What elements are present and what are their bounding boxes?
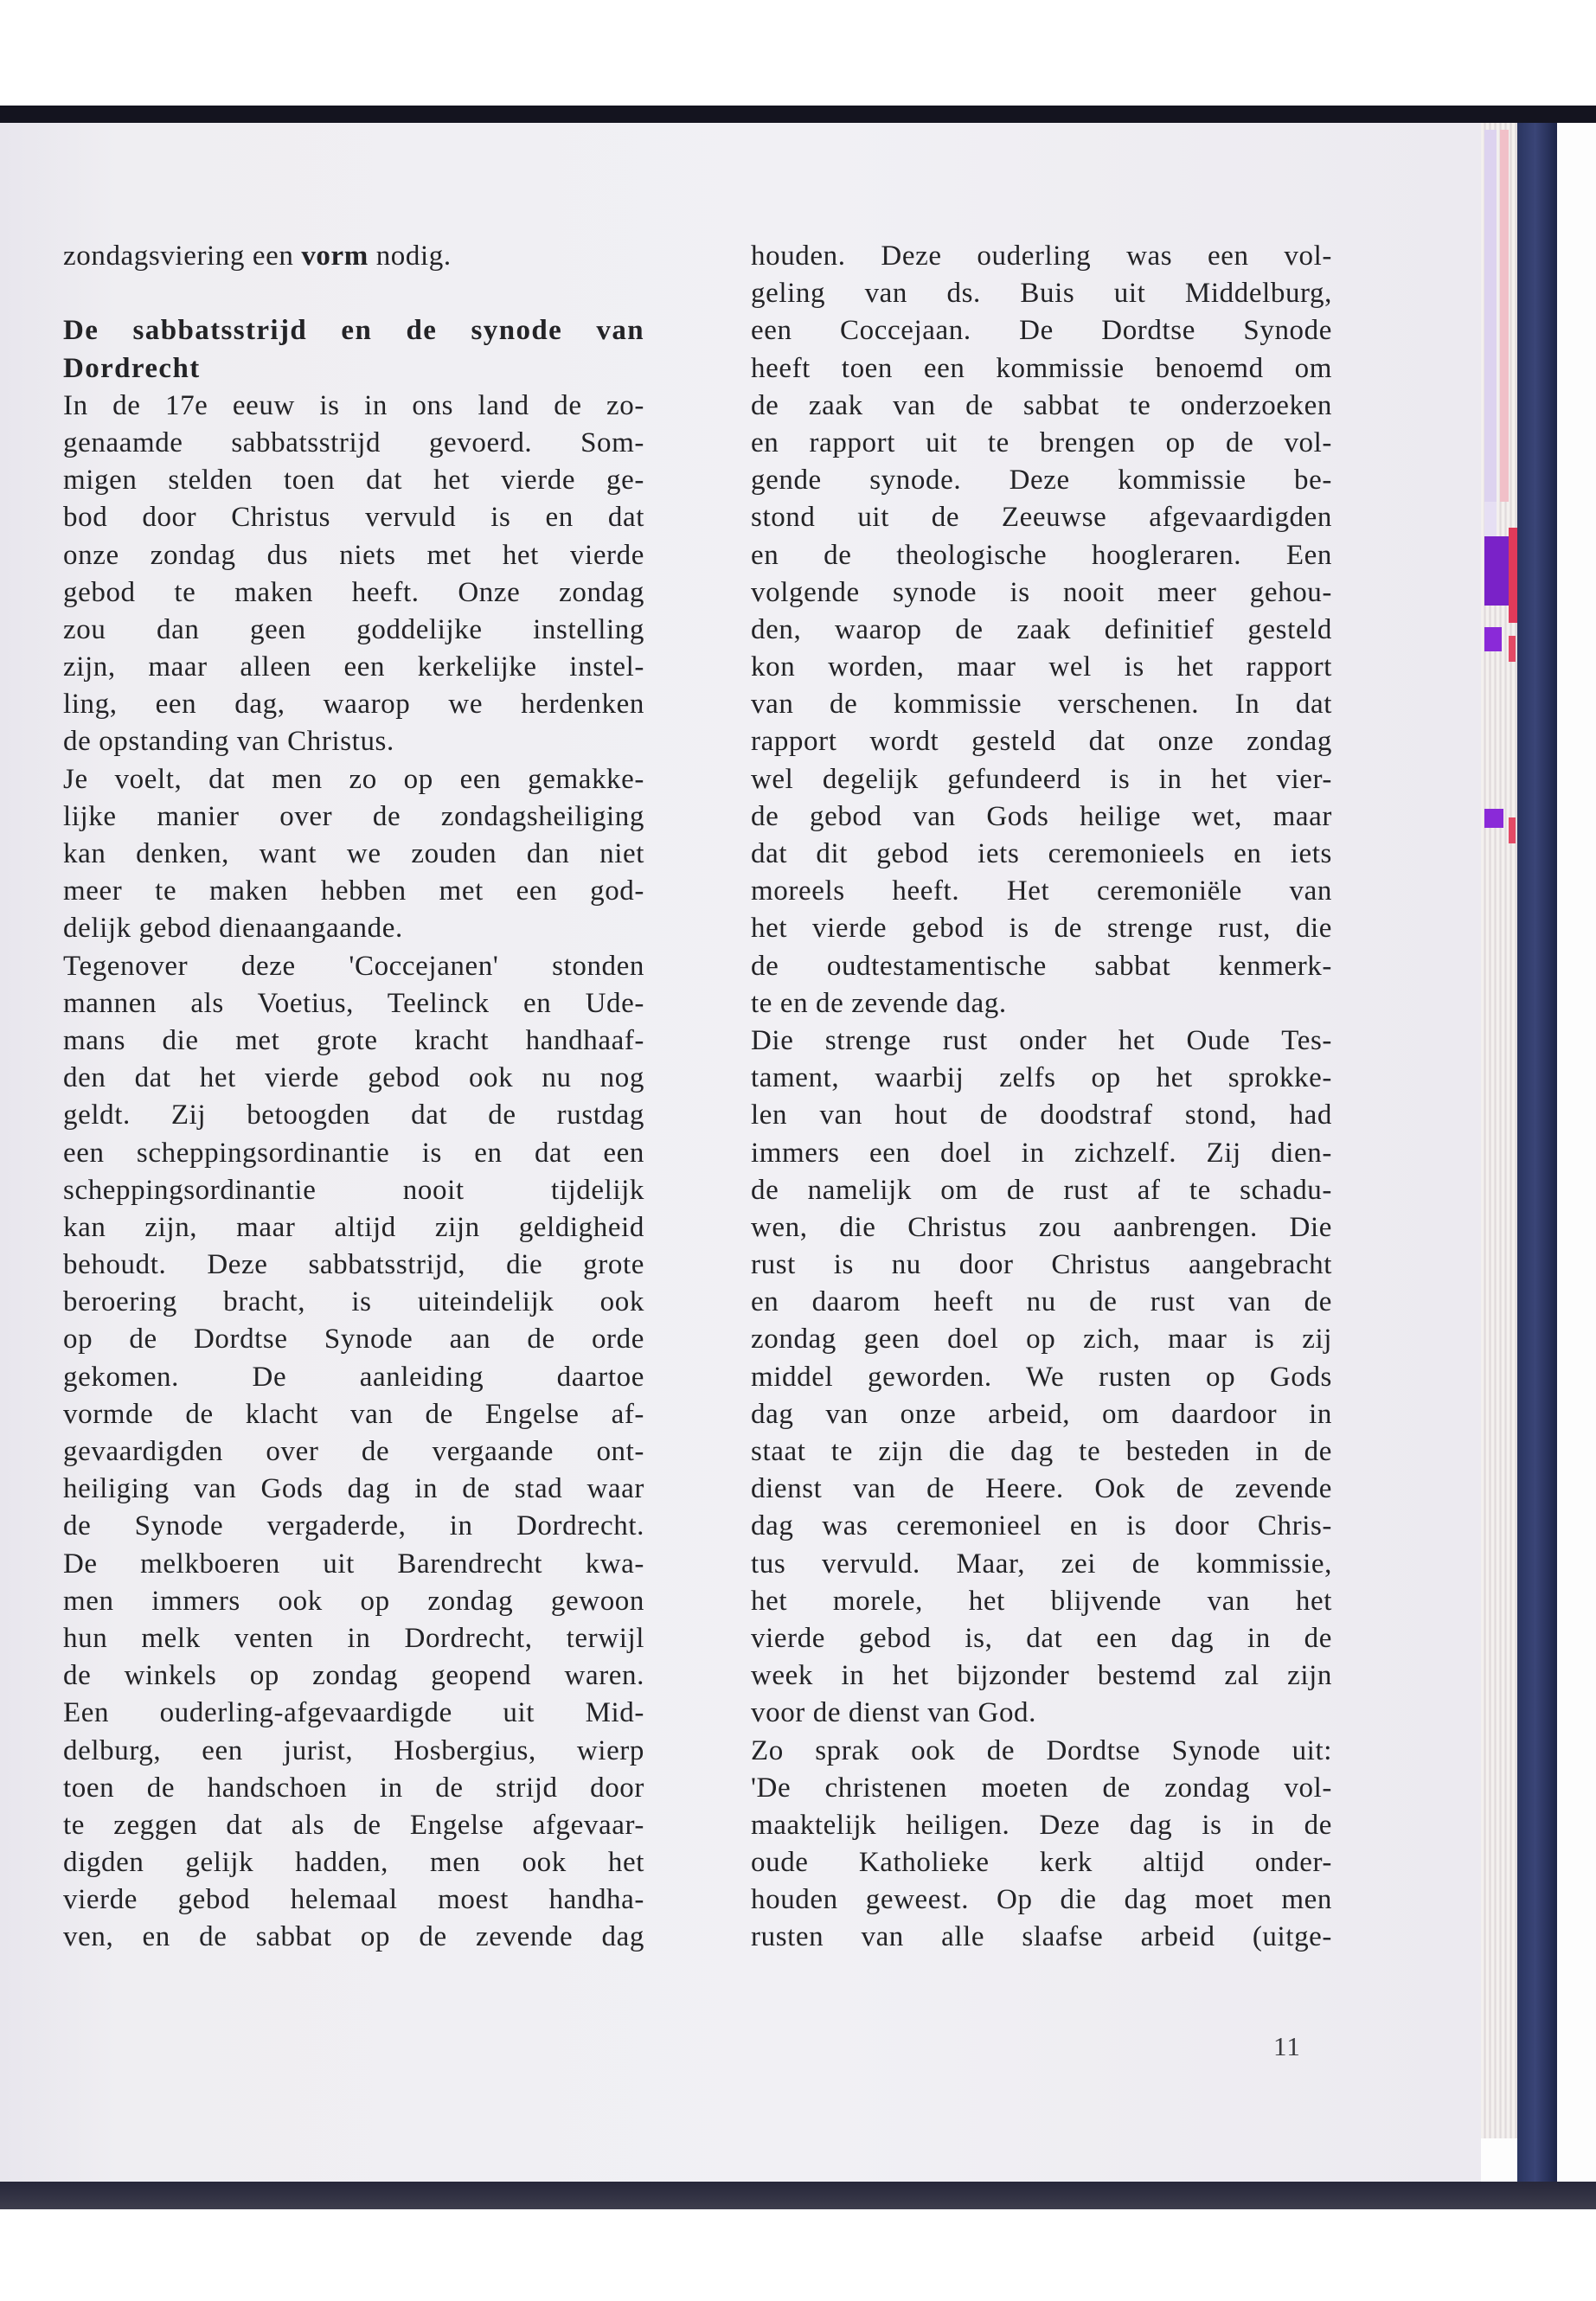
text-line: het vierde gebod is de strenge rust, die <box>751 913 1332 945</box>
text-line: 'De christenen moeten de zondag vol- <box>751 1772 1332 1804</box>
left-text-column <box>63 238 644 1957</box>
text-line: vormde de klacht van de Engelse af- <box>63 1398 644 1430</box>
text-line: gekomen. De aanleiding daartoe <box>63 1361 644 1393</box>
text-line: Je voelt, dat men zo op een gemakke- <box>63 763 644 795</box>
text-line: tus vervuld. Maar, zei de kommissie, <box>751 1548 1332 1580</box>
text-line: gevaardigden over de vergaande ont- <box>63 1436 644 1467</box>
text-line: voor de dienst van God. <box>751 1697 1036 1729</box>
text-line: van de kommissie verschenen. In dat <box>751 689 1332 721</box>
text-line: dat dit gebod iets ceremonieels en iets <box>751 838 1332 869</box>
text-line: zondag geen doel op zich, maar is zij <box>751 1324 1332 1356</box>
text-line: hun melk venten in Dordrecht, terwijl <box>63 1622 644 1654</box>
text-line: geling van ds. Buis uit Middelburg, <box>751 278 1332 310</box>
text-line: dienst van de Heere. Ook de zevende <box>751 1473 1332 1505</box>
index-tab-purple-3 <box>1484 809 1503 828</box>
text-line: ven, en de sabbat op de zevende dag <box>63 1921 644 1953</box>
text-line: delijk gebod dienaangaande. <box>63 913 403 945</box>
text-line: genaamde sabbatsstrijd gevoerd. Som- <box>63 426 644 458</box>
index-tab-purple <box>1484 536 1509 606</box>
text-line: de winkels op zondag geopend waren. <box>63 1660 644 1692</box>
text-line: op de Dordtse Synode aan de orde <box>63 1324 644 1356</box>
right-body-text <box>751 238 1332 1957</box>
text-line: de gebod van Gods heilige wet, maar <box>751 800 1332 832</box>
text-line: het morele, het blijvende van het <box>751 1585 1332 1617</box>
index-tab-red <box>1509 528 1517 623</box>
text-line: de Synode vergaderde, in Dordrecht. <box>63 1510 644 1542</box>
text-line: de oudtestamentische sabbat kenmerk- <box>751 950 1332 982</box>
text-line: rust is nu door Christus aangebracht <box>751 1249 1332 1281</box>
text-line: ling, een dag, waarop we herdenken <box>63 689 644 721</box>
book-top-shadow <box>0 106 1596 123</box>
text-line: men immers ook op zondag gewoon <box>63 1585 644 1617</box>
text-line: staat te zijn die dag te besteden in de <box>751 1436 1332 1467</box>
text-line: geldt. Zij betoogden dat de rustdag <box>63 1099 644 1131</box>
text-line: bod door Christus vervuld is en dat <box>63 502 644 534</box>
paragraph-gap <box>63 275 644 312</box>
text-line: dag van onze arbeid, om daardoor in <box>751 1398 1332 1430</box>
text-line: gende synode. Deze kommissie be- <box>751 465 1332 497</box>
text-line: de opstanding van Christus. <box>63 726 394 758</box>
text-line: lijke manier over de zondagsheiliging <box>63 800 644 832</box>
text-line: gebod te maken heeft. Onze zondag <box>63 576 644 608</box>
scan-bottom-margin <box>0 2209 1596 2301</box>
text-line: meer te maken hebben met een god- <box>63 875 644 907</box>
text-line: de zaak van de sabbat te onderzoeken <box>751 389 1332 421</box>
text-line: middel geworden. We rusten op Gods <box>751 1361 1332 1393</box>
text-line: houden geweest. Op die dag moet men <box>751 1884 1332 1916</box>
text-line: den dat het vierde gebod ook nu nog <box>63 1062 644 1094</box>
text-line: vierde gebod is, dat een dag in de <box>751 1622 1332 1654</box>
text-line: zou dan geen goddelijke instelling <box>63 613 644 645</box>
right-text-column <box>751 238 1332 1957</box>
text-line: heeft toen een kommissie benoemd om <box>751 352 1332 384</box>
text-line: wen, die Christus zou aanbrengen. Die <box>751 1211 1332 1243</box>
text-line: beroering bracht, is uiteindelijk ook <box>63 1286 644 1318</box>
index-tab-lavender <box>1484 130 1497 502</box>
text-line: kan denken, want we zouden dan niet <box>63 838 644 869</box>
index-tab-lavender-2 <box>1484 502 1497 536</box>
text-line: toen de handschoen in de strijd door <box>63 1772 644 1804</box>
text-line: oude Katholieke kerk altijd onder- <box>751 1847 1332 1879</box>
text-line: stond uit de Zeeuwse afgevaardigden <box>751 502 1332 534</box>
text-line: mans die met grote kracht handhaaf- <box>63 1024 644 1056</box>
text-line: behoudt. Deze sabbatsstrijd, die grote <box>63 1249 644 1281</box>
text-line: dag was ceremonieel en is door Chris- <box>751 1510 1332 1542</box>
section-heading-line: De sabbatsstrijd en de synode van <box>63 315 644 347</box>
index-tab-red-3 <box>1509 817 1516 843</box>
text-line: maaktelijk heiligen. Deze dag is in de <box>751 1809 1332 1841</box>
text-line: volgende synode is nooit meer gehou- <box>751 576 1332 608</box>
text-line: kon worden, maar wel is het rapport <box>751 651 1332 683</box>
text-line: zondagsviering een vorm nodig. <box>63 240 452 272</box>
index-tab-red-2 <box>1509 636 1516 662</box>
text-line: te en de zevende dag. <box>751 987 1007 1019</box>
index-tab-purple-2 <box>1484 627 1502 651</box>
text-line: wel degelijk gefundeerd is in het vier- <box>751 763 1332 795</box>
book-bottom-shadow <box>0 2182 1596 2209</box>
book-cover-edge <box>1517 123 1557 2190</box>
text-line: week in het bijzonder bestemd zal zijn <box>751 1660 1332 1692</box>
text-line: en daarom heeft nu de rust van de <box>751 1286 1332 1318</box>
text-line: onze zondag dus niets met het vierde <box>63 539 644 571</box>
emphasis-word: vorm <box>301 240 369 272</box>
text-line: immers een doel in zichzelf. Zij dien- <box>751 1137 1332 1169</box>
text-line: den, waarop de zaak definitief gesteld <box>751 613 1332 645</box>
text-line: te zeggen dat als de Engelse afgevaar- <box>63 1809 644 1841</box>
text-line: In de 17e eeuw is in ons land de zo- <box>63 389 644 421</box>
text-line: vierde gebod helemaal moest handha- <box>63 1884 644 1916</box>
index-tab-pink <box>1500 130 1509 502</box>
text-line: Die strenge rust onder het Oude Tes- <box>751 1024 1332 1056</box>
text-line: een scheppingsordinantie is en dat een <box>63 1137 644 1169</box>
text-line: Zo sprak ook de Dordtse Synode uit: <box>751 1734 1332 1766</box>
scan-top-margin <box>0 0 1596 106</box>
text-line: zijn, maar alleen een kerkelijke instel- <box>63 651 644 683</box>
text-line: de namelijk om de rust af te schadu- <box>751 1174 1332 1206</box>
text-line: delburg, een jurist, Hosbergius, wierp <box>63 1734 644 1766</box>
text-line: en rapport uit te brengen op de vol- <box>751 426 1332 458</box>
text-line: rusten van alle slaafse arbeid (uitge- <box>751 1921 1332 1953</box>
text-line: Een ouderling-afgevaardigde uit Mid- <box>63 1697 644 1729</box>
text-line: en de theologische hoogleraren. Een <box>751 539 1332 571</box>
text-line: migen stelden toen dat het vierde ge- <box>63 465 644 497</box>
text-line: De melkboeren uit Barendrecht kwa- <box>63 1548 644 1580</box>
text-line: heiliging van Gods dag in de stad waar <box>63 1473 644 1505</box>
text-line: moreels heeft. Het ceremoniële van <box>751 875 1332 907</box>
text-line: scheppingsordinantie nooit tijdelijk <box>63 1174 644 1206</box>
section-heading-line: Dordrecht <box>63 352 201 384</box>
text-line: een Coccejaan. De Dordtse Synode <box>751 315 1332 347</box>
text-line: len van hout de doodstraf stond, had <box>751 1099 1332 1131</box>
text-line: kan zijn, maar altijd zijn geldigheid <box>63 1211 644 1243</box>
left-body-text <box>63 388 644 1957</box>
text-line: Tegenover deze 'Coccejanen' stonden <box>63 950 644 982</box>
text-line: mannen als Voetius, Teelinck en Ude- <box>63 987 644 1019</box>
text-line: digden gelijk hadden, men ook het <box>63 1847 644 1879</box>
text-line: tament, waarbij zelfs op het sprokke- <box>751 1062 1332 1094</box>
text-line: rapport wordt gesteld dat onze zondag <box>751 726 1332 758</box>
text-line: houden. Deze ouderling was een vol- <box>751 240 1332 272</box>
page-number: 11 <box>1273 2031 1301 2061</box>
